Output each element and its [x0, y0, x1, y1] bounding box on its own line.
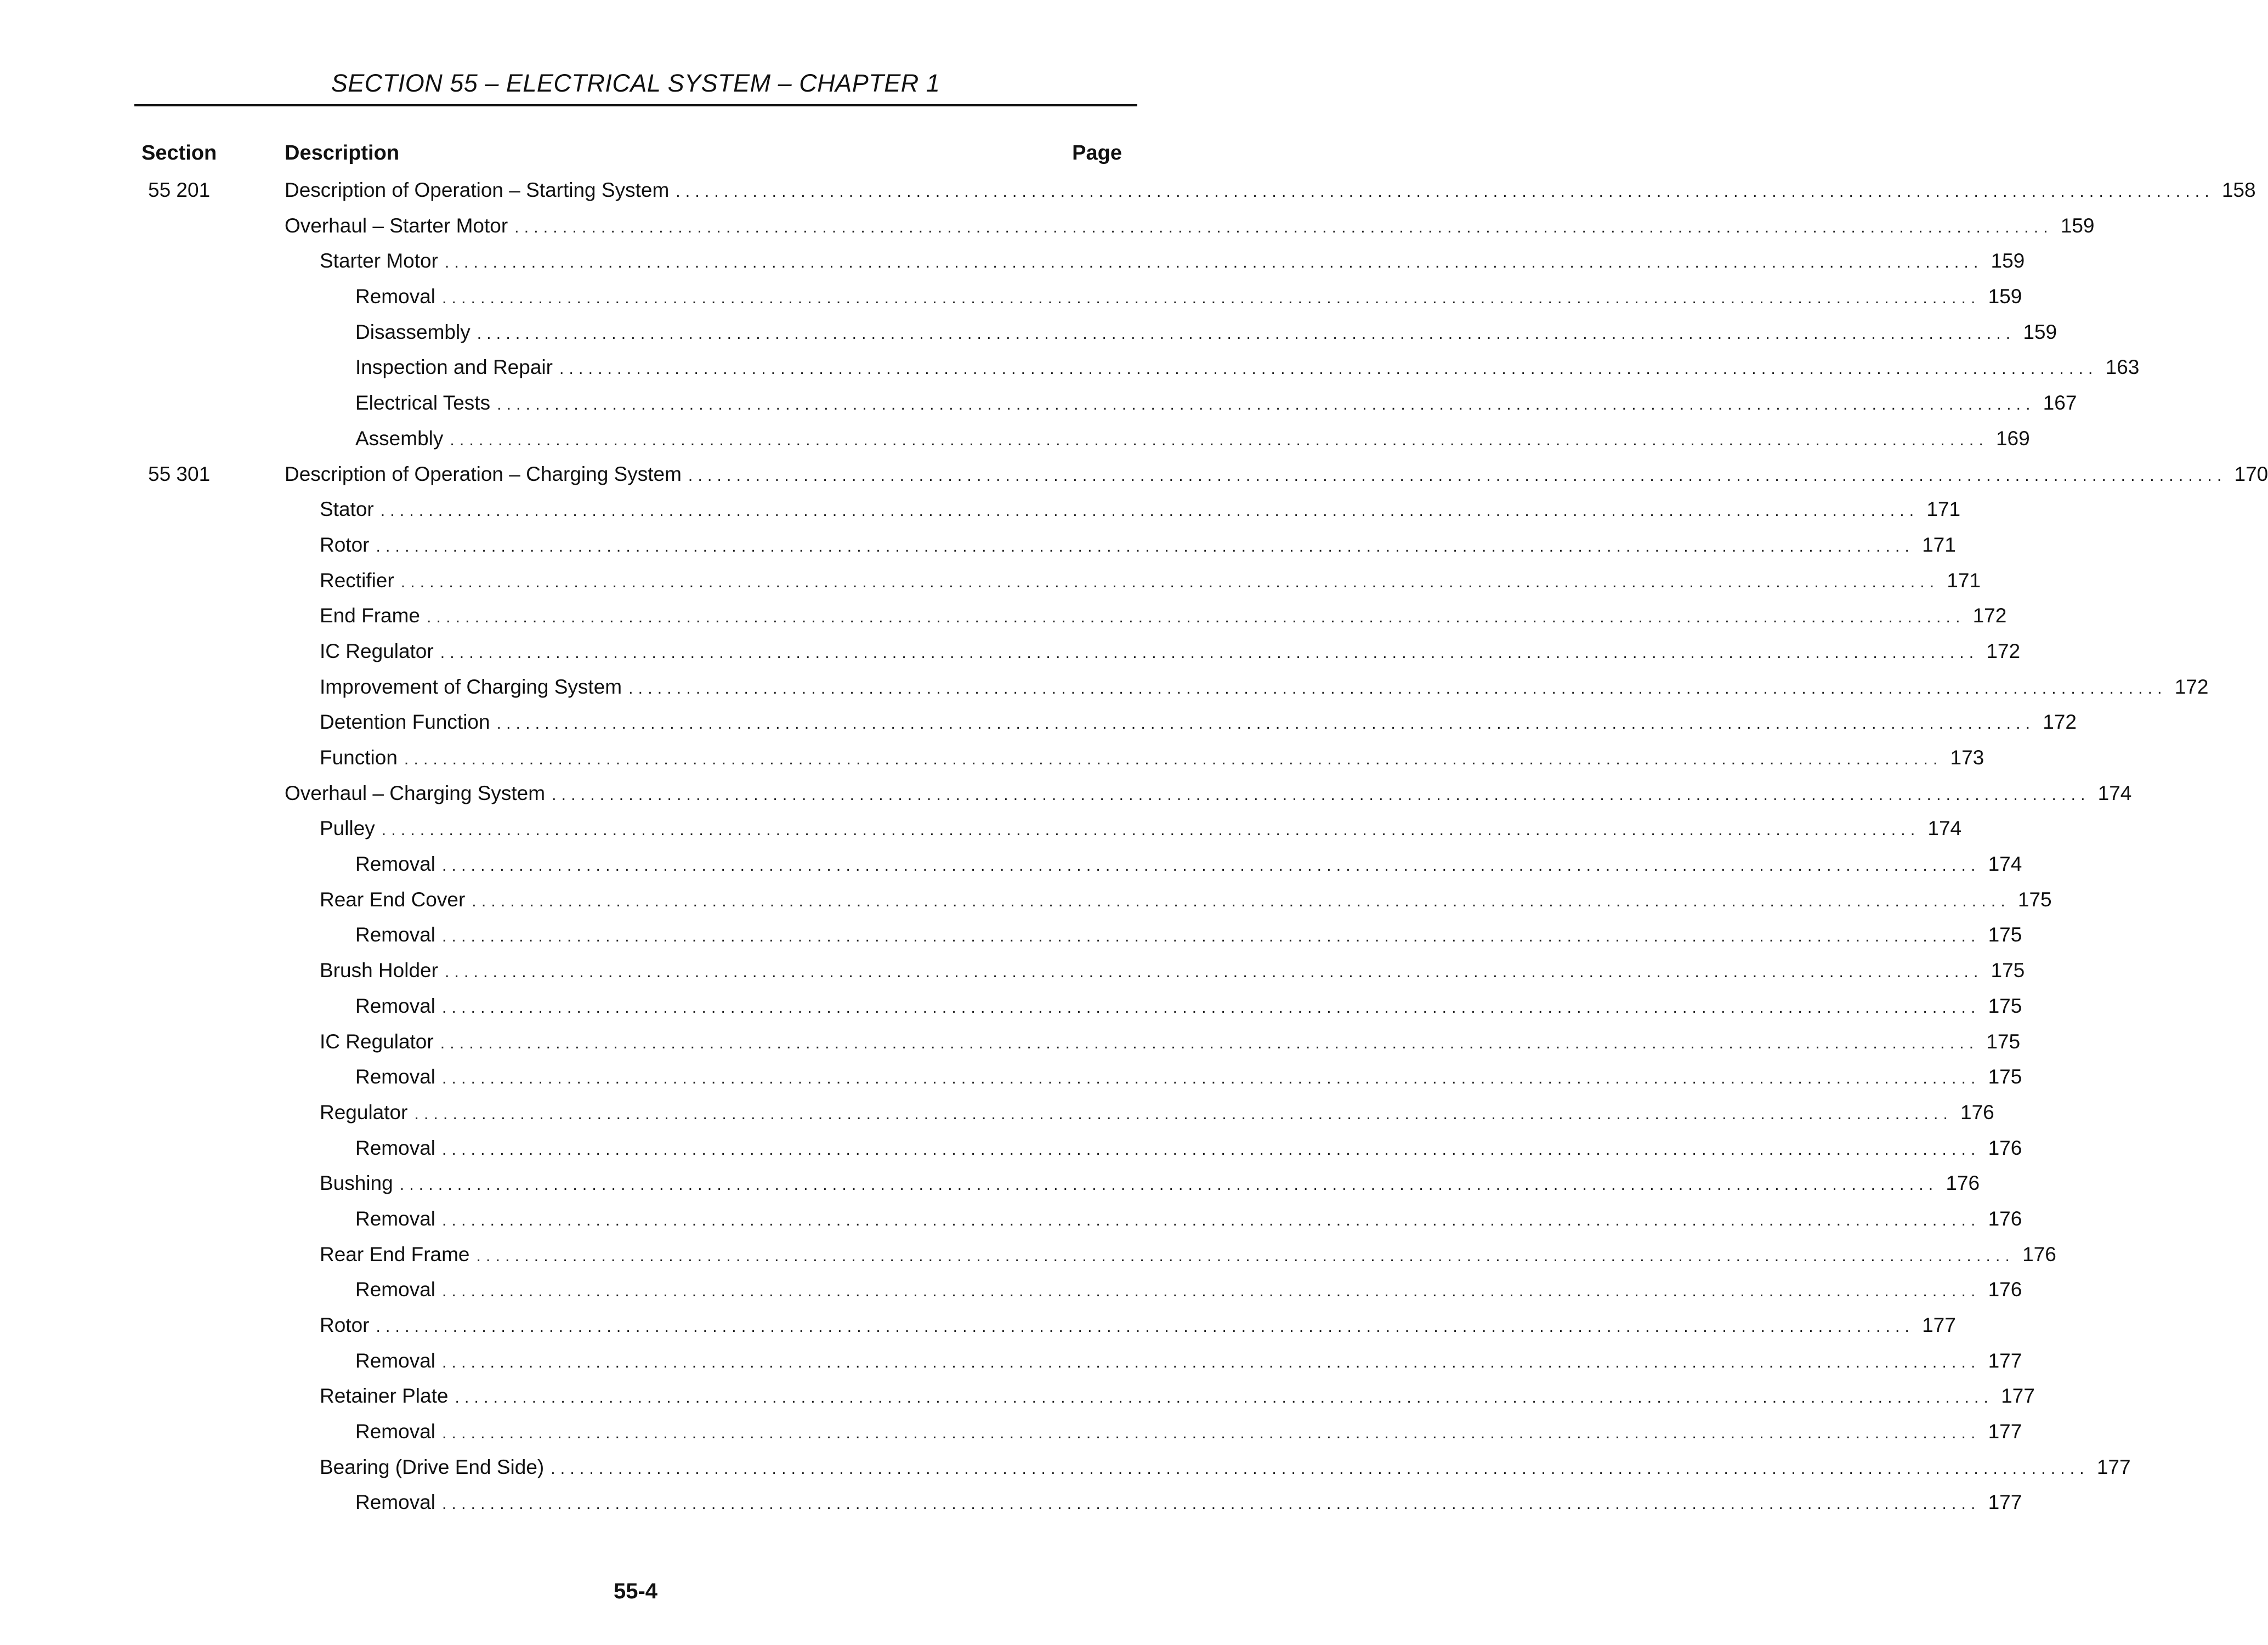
toc-entry-label: Removal [355, 1278, 435, 1301]
toc-entry-label: Removal [355, 923, 435, 946]
dot-leader: ................................................................................................................................................................ [380, 502, 1919, 520]
toc-entry-label: Removal [355, 1491, 435, 1514]
toc-entry [0, 423, 2030, 458]
toc-entry [0, 1061, 2022, 1097]
toc-entry-line [285, 781, 2132, 805]
toc-entry-label: Starter Motor [320, 249, 438, 273]
toc-entry-label: Removal [355, 1349, 435, 1372]
toc-entry-line [320, 1243, 2056, 1266]
toc-entry [0, 919, 2022, 955]
toc-entry-line [320, 639, 2021, 663]
toc-entry-line [355, 1278, 2022, 1301]
toc-entry-line [355, 1349, 2022, 1372]
dot-leader: ................................................................................................................................................................ [414, 1104, 1953, 1123]
toc-entry-line [285, 214, 2095, 237]
dot-leader: ................................................................................................................................................................ [477, 324, 2016, 343]
toc-entry-line [355, 427, 2030, 450]
toc-entry [0, 671, 2209, 707]
toc-entry-label: Pulley [320, 817, 375, 840]
toc-entry-line [320, 1314, 1956, 1337]
toc-section-number: 55 201 [148, 179, 211, 201]
toc-entry-label: Description of Operation – Starting System [285, 179, 670, 201]
toc-entry [0, 1416, 2022, 1451]
toc-entry-label: Retainer Plate [320, 1385, 449, 1408]
toc-entry [0, 706, 2077, 742]
toc-entry [0, 529, 1956, 565]
toc-entry [0, 1239, 2056, 1274]
toc-entry-page: 173 [1950, 746, 1984, 769]
toc-entry-page: 171 [1922, 533, 1956, 556]
toc-entry-line [355, 923, 2022, 946]
toc-entry-line [320, 959, 2025, 982]
toc-entry-label: Removal [355, 1420, 435, 1443]
toc-entry-page: 175 [1988, 923, 2022, 946]
toc-entry-page: 159 [2060, 214, 2095, 237]
toc-entry-line [320, 675, 2209, 699]
toc-entry-line [320, 1455, 2131, 1479]
toc-entry-label: Detention Function [320, 711, 490, 734]
dot-leader: ................................................................................................................................................................ [688, 466, 2227, 485]
toc-entry-page: 172 [1986, 639, 2021, 662]
toc-entry-page: 171 [1926, 498, 1961, 521]
toc-entry [0, 245, 2025, 281]
toc-entry-label: Assembly [355, 427, 444, 450]
toc-entry [0, 281, 2022, 316]
toc-entry-label: Rotor [320, 533, 370, 556]
toc-entry-page: 177 [1988, 1349, 2022, 1372]
dot-leader: ................................................................................................................................................................ [628, 679, 2167, 697]
dot-leader: ................................................................................................................................................................ [442, 1282, 1981, 1301]
toc-entry-page: 172 [1972, 604, 2007, 627]
dot-leader: ................................................................................................................................................................ [440, 1034, 1979, 1052]
toc-entry-line [355, 1491, 2022, 1514]
toc-entry-page: 176 [1960, 1101, 1994, 1124]
toc-entry-line [320, 1172, 1980, 1195]
dot-leader: ................................................................................................................................................................ [376, 1318, 1915, 1336]
toc-entry-page: 176 [1946, 1172, 1980, 1195]
toc-entry-label: Stator [320, 498, 374, 521]
toc-entry-page: 176 [1988, 1278, 2022, 1301]
toc-entry [0, 1203, 2022, 1239]
toc-entry-line [355, 1136, 2022, 1160]
dot-leader: ................................................................................................................................................................ [552, 785, 2090, 804]
toc-entry-page: 177 [1922, 1314, 1956, 1336]
dot-leader: ................................................................................................................................................................ [399, 1176, 1938, 1194]
header-rule [134, 104, 1137, 106]
toc-entry-label: Rotor [320, 1314, 370, 1336]
toc-entry-line [320, 604, 2007, 627]
column-header-page: Page [1072, 141, 1122, 164]
toc-entry [0, 387, 2077, 423]
toc-entry [0, 990, 2022, 1026]
toc-entry-line [320, 1030, 2021, 1053]
toc-entry-label: Description of Operation – Charging System [285, 462, 682, 485]
toc-entry-label: Regulator [320, 1101, 408, 1124]
toc-entry-page: 175 [1988, 1065, 2022, 1088]
toc-entry-page: 177 [1988, 1491, 2022, 1514]
toc-entry-line [320, 1385, 2035, 1408]
toc-entry-label: Removal [355, 1207, 435, 1230]
toc-entry-label: Removal [355, 994, 435, 1017]
dot-leader: ................................................................................................................................................................ [551, 1459, 2089, 1478]
dot-leader: ................................................................................................................................................................ [442, 1140, 1981, 1159]
toc-entry-line [355, 320, 2057, 344]
toc-entry-line [320, 746, 1984, 769]
toc-entry [0, 210, 2095, 246]
toc-entry [0, 1026, 2021, 1062]
toc-entry-label: Rear End Frame [320, 1243, 470, 1266]
dot-leader: ................................................................................................................................................................ [440, 643, 1979, 662]
toc-entry-label: Removal [355, 1136, 435, 1159]
toc-entry [0, 351, 2140, 387]
toc-entry-page: 176 [2022, 1243, 2056, 1266]
toc-entry-line [320, 569, 1981, 592]
dot-leader: ................................................................................................................................................................ [442, 998, 1981, 1017]
table-of-contents [0, 174, 2268, 1522]
toc-entry-page: 177 [2096, 1455, 2131, 1478]
toc-entry [0, 600, 2007, 636]
toc-entry [0, 955, 2025, 990]
toc-entry [0, 1132, 2022, 1168]
toc-entry-page: 174 [1927, 817, 1962, 840]
toc-entry-label: Disassembly [355, 320, 470, 343]
toc-entry-line [355, 356, 2140, 379]
toc-entry-label: Function [320, 746, 398, 769]
dot-leader: ................................................................................................................................................................ [444, 253, 1983, 272]
toc-section-number: 55 301 [148, 462, 211, 485]
toc-entry [0, 813, 1962, 848]
toc-entry [0, 1097, 1994, 1132]
toc-entry-line [320, 249, 2025, 273]
dot-leader: ................................................................................................................................................................ [442, 1211, 1981, 1229]
dot-leader: ................................................................................................................................................................ [400, 572, 1940, 591]
toc-entry-line [355, 1065, 2022, 1088]
dot-leader: ................................................................................................................................................................ [559, 360, 2098, 378]
dot-leader: ................................................................................................................................................................ [450, 430, 1988, 449]
dot-leader: ................................................................................................................................................................ [442, 1495, 1981, 1513]
toc-entry-line [285, 462, 2268, 486]
toc-entry-page: 175 [1991, 959, 2025, 982]
toc-entry-page: 170 [2234, 462, 2268, 485]
dot-leader: ................................................................................................................................................................ [442, 1353, 1981, 1371]
toc-entry-page: 176 [1988, 1136, 2022, 1159]
dot-leader: ................................................................................................................................................................ [442, 856, 1981, 875]
toc-entry-label: Overhaul – Starter Motor [285, 214, 508, 237]
dot-leader: ................................................................................................................................................................ [376, 537, 1915, 555]
toc-entry-line [355, 994, 2022, 1018]
toc-entry [0, 1309, 1956, 1345]
toc-entry-line [320, 888, 2052, 911]
dot-leader: ................................................................................................................................................................ [444, 963, 1983, 982]
toc-entry [0, 1167, 1980, 1203]
toc-entry-line [320, 817, 1962, 840]
toc-entry-page: 175 [1988, 994, 2022, 1017]
toc-entry-line [355, 1207, 2022, 1230]
toc-entry-page: 177 [1988, 1420, 2022, 1443]
dot-leader: ................................................................................................................................................................ [497, 395, 2035, 414]
toc-entry-page: 159 [2023, 320, 2057, 343]
toc-entry-label: Removal [355, 1065, 435, 1088]
toc-entry-label: Removal [355, 285, 435, 308]
toc-entry-label: Overhaul – Charging System [285, 781, 546, 804]
toc-entry [0, 636, 2021, 671]
toc-entry-label: Brush Holder [320, 959, 438, 982]
toc-entry-label: Improvement of Charging System [320, 675, 622, 698]
dot-leader: ................................................................................................................................................................ [442, 1069, 1981, 1088]
toc-entry-page: 177 [2001, 1385, 2035, 1408]
toc-entry-line [285, 179, 2256, 202]
toc-entry-page: 172 [2043, 711, 2077, 734]
toc-entry-line [355, 285, 2022, 308]
toc-entry-page: 159 [1991, 249, 2025, 273]
toc-entry-label: Removal [355, 853, 435, 876]
toc-entry [0, 1345, 2022, 1381]
column-header-description: Description [285, 141, 400, 164]
toc-entry [0, 848, 2022, 884]
dot-leader: ................................................................................................................................................................ [404, 750, 1943, 768]
toc-entry [0, 742, 1984, 778]
dot-leader: ................................................................................................................................................................ [442, 1424, 1981, 1443]
toc-entry [0, 1274, 2022, 1309]
dot-leader: ................................................................................................................................................................ [476, 1246, 2015, 1265]
toc-entry [0, 174, 2256, 210]
toc-entry-page: 174 [1988, 853, 2022, 876]
toc-entry-page: 158 [2221, 179, 2256, 201]
toc-entry [0, 316, 2057, 352]
toc-entry-page: 171 [1947, 569, 1981, 592]
toc-entry [0, 494, 1961, 529]
toc-entry [0, 1451, 2131, 1487]
toc-entry-label: Bushing [320, 1172, 393, 1195]
toc-entry-label: IC Regulator [320, 1030, 434, 1053]
toc-entry-line [355, 1420, 2022, 1443]
page-number: 55-4 [613, 1579, 658, 1603]
toc-entry-page: 175 [2017, 888, 2052, 911]
dot-leader: ................................................................................................................................................................ [381, 821, 1920, 839]
toc-entry [0, 1380, 2035, 1416]
toc-entry-page: 169 [1995, 427, 2030, 450]
dot-leader: ................................................................................................................................................................ [472, 892, 2010, 910]
toc-entry [0, 565, 1981, 600]
dot-leader: ................................................................................................................................................................ [427, 608, 1965, 627]
toc-entry-page: 176 [1988, 1207, 2022, 1230]
toc-entry-line [320, 1101, 1994, 1124]
toc-entry-page: 175 [1986, 1030, 2021, 1053]
toc-entry-label: Electrical Tests [355, 392, 491, 415]
toc-entry-page: 163 [2105, 356, 2140, 379]
dot-leader: ................................................................................................................................................................ [676, 183, 2214, 201]
toc-entry-label: IC Regulator [320, 639, 434, 662]
toc-entry-page: 174 [2097, 781, 2132, 804]
toc-entry-line [355, 853, 2022, 876]
toc-entry-line [320, 498, 1961, 521]
toc-entry-label: Rectifier [320, 569, 394, 592]
toc-entry-label: Rear End Cover [320, 888, 466, 911]
dot-leader: ................................................................................................................................................................ [514, 218, 2053, 236]
toc-entry-page: 159 [1988, 285, 2022, 308]
toc-entry [0, 1487, 2022, 1522]
toc-entry-page: 167 [2043, 392, 2077, 415]
dot-leader: ................................................................................................................................................................ [496, 714, 2035, 733]
page-header-title: SECTION 55 – ELECTRICAL SYSTEM – CHAPTER 1 [331, 69, 940, 97]
toc-entry-label: Inspection and Repair [355, 356, 553, 379]
toc-entry [0, 458, 2268, 494]
toc-entry-line [320, 711, 2077, 734]
toc-entry-label: Bearing (Drive End Side) [320, 1455, 545, 1478]
dot-leader: ................................................................................................................................................................ [442, 927, 1981, 946]
toc-entry-line [320, 533, 1956, 557]
toc-entry-line [355, 392, 2077, 415]
column-header-section: Section [141, 141, 217, 164]
toc-entry-label: End Frame [320, 604, 421, 627]
dot-leader: ................................................................................................................................................................ [455, 1388, 1994, 1407]
toc-entry [0, 778, 2132, 813]
dot-leader: ................................................................................................................................................................ [442, 289, 1981, 308]
toc-entry [0, 884, 2052, 920]
toc-entry-page: 172 [2174, 675, 2209, 698]
